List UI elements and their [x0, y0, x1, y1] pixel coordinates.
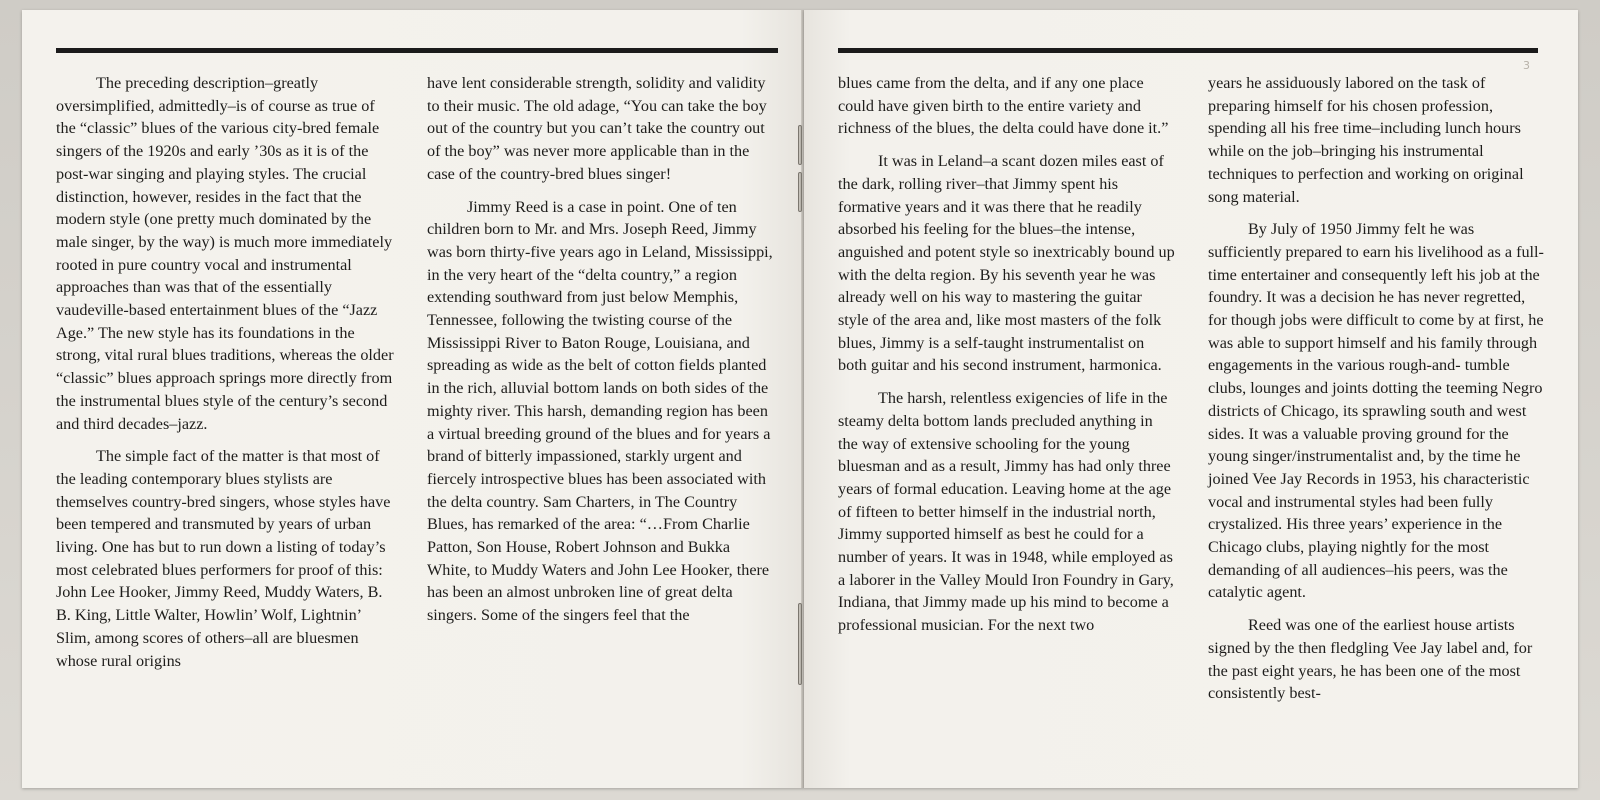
text-line: Jimmy made up his mind to become a: [922, 593, 1169, 612]
staple: [798, 172, 802, 212]
text-line: education. Leaving home at the age of: [838, 479, 1172, 521]
text-line: By July of 1950 Jimmy felt he was: [1248, 220, 1475, 239]
paragraph: [838, 72, 1176, 140]
text-line: valuable proving ground for the young: [1208, 424, 1509, 466]
text-line: engagements in the various rough-and-: [1208, 356, 1461, 375]
text-line: directly from the instrumental blues style of: [56, 369, 393, 410]
text-line: and for years a brand of bitterly: [427, 424, 771, 466]
paragraph: [1208, 72, 1546, 208]
text-line: Reed, Jimmy was born thirty-five years ago: [427, 220, 757, 261]
text-line: the delta country. Sam Charters, in The: [427, 492, 681, 511]
text-line: anything in the way of extensive schooling: [838, 411, 1153, 453]
text-line: years he assiduously labored on the task of: [1208, 74, 1486, 92]
text-line: place could have given birth to the entire: [838, 74, 1144, 115]
left-page: [22, 10, 804, 788]
text-line: the “delta country,” a region extending: [427, 265, 737, 307]
paragraph: [56, 445, 396, 672]
text-line: entertainment blues of the “Jazz Age.” The: [56, 301, 378, 342]
text-line: singer/instrumentalist and, by the time he: [1252, 447, 1521, 466]
text-line: early ’30s as it is of the post-war singing and: [56, 142, 369, 183]
text-line: spent his formative years and it was there: [838, 174, 1119, 216]
text-line: on both guitar and his second instrument,: [838, 333, 1145, 375]
text-line: transmuted by years of urban living. One has: [56, 515, 372, 557]
paragraph: [838, 150, 1176, 377]
text-line: an almost unbroken line of great delta: [487, 583, 733, 602]
text-line: could for a number of years. It was in 1948,: [838, 525, 1144, 567]
text-line: “…From Charlie Patton, Son House, Robert: [427, 515, 750, 557]
text-line: It was in Leland–a scant dozen miles: [878, 152, 1118, 171]
text-line: Waters and John Lee Hooker, there has been: [427, 560, 770, 602]
text-line: can’t take the country out of the boy” was: [427, 119, 765, 161]
text-line: Country Blues, has remarked of the area:: [427, 492, 738, 534]
text-line: for the young bluesman and as a result,: [838, 434, 1130, 476]
text-line: “classic” blues approach springs more: [56, 369, 304, 388]
text-line: city-bred female singers of the 1920s and: [56, 119, 380, 161]
text-line: difficult to come by at first, he was able to: [1208, 311, 1544, 352]
text-line: true of the “classic” blues of the various: [56, 96, 375, 138]
text-line: of the essentially vaudeville-based: [56, 278, 332, 320]
text-line: most of the leading contemporary blues: [56, 447, 380, 488]
text-line: male singer, by the way) is much more: [56, 232, 308, 251]
text-line: north, Jimmy supported himself as best he: [838, 502, 1156, 544]
text-line: Johnson and Bukka White, to Muddy: [427, 538, 731, 579]
text-line: of the area and, like most masters of the folk: [872, 311, 1162, 330]
text-line: Jimmy has had only three years of formal: [838, 457, 1171, 498]
text-line: singers. Some of the singers feel that the: [427, 606, 690, 625]
text-line: audiences–his peers, was the catalytic agent.: [1208, 560, 1508, 602]
staple: [798, 603, 802, 685]
text-line: country-bred blues singer!: [500, 164, 672, 183]
text-line: fifteen to better himself in the industrial: [855, 502, 1114, 521]
text-line: Tennessee, following the twisting course of: [427, 311, 709, 330]
text-line: sprawling south and west sides. It was a: [1208, 401, 1527, 443]
text-line: working on original song material.: [1208, 164, 1524, 206]
text-line: joined Vee Jay Records in 1953, his: [1208, 469, 1440, 488]
paragraph: [838, 387, 1176, 637]
text-line: hours while on the job–bringing his: [1208, 119, 1521, 161]
text-line: east of the dark, rolling river–that Jimmy: [838, 152, 1164, 193]
text-line: had been fully crystalized. His three years’: [1208, 492, 1494, 534]
pencil-page-mark: 3: [1523, 59, 1530, 72]
text-line: instrumental techniques to perfection and: [1208, 142, 1484, 183]
text-line: been a virtual breeding ground of the blues: [427, 401, 768, 443]
text-line: Jimmy Reed is a case in point. One of: [467, 197, 713, 216]
text-line: style so inextricably bound up with the delta: [838, 242, 1175, 284]
text-line: introspective blues has been associated with: [480, 469, 766, 488]
text-line: blues, Jimmy is a self-taught instrumentalist: [838, 333, 1124, 352]
text-line: immediately rooted in pure country vocal: [56, 232, 393, 274]
paragraph: [1208, 614, 1546, 705]
text-line: the Mississippi River to Baton Rouge,: [427, 311, 733, 352]
text-line: whose styles have been tempered and: [56, 492, 391, 534]
text-line: stylists are themselves country-bred singers,: [56, 469, 333, 511]
text-column: [838, 72, 1176, 647]
text-line: spending all his free time–including lunch: [1208, 119, 1481, 138]
text-line: in the steamy delta bottom lands precluded: [838, 389, 1168, 430]
text-line: been one of the most consistently best-: [1208, 661, 1521, 703]
top-rule: [838, 48, 1538, 53]
text-line: can take the boy out of the country but you: [427, 96, 767, 138]
text-line: ten children born to Mr. and Mrs. Joseph: [427, 197, 737, 239]
text-line: well on his way to mastering the guitar style: [838, 288, 1142, 330]
text-line: The harsh, relentless exigencies of life: [878, 389, 1128, 408]
text-line: teeming Negro districts of Chicago, its: [1208, 379, 1543, 420]
text-line: vital rural blues traditions, whereas the older: [104, 346, 394, 365]
text-line: a full-time entertainer and consequently left: [1208, 242, 1544, 284]
text-line: nightly for the most demanding of all: [1208, 538, 1489, 579]
text-line: Wolf, Lightnin’ Slim, among scores of: [56, 606, 361, 647]
text-line: river. This harsh, demanding region has: [476, 401, 734, 420]
text-line: never more applicable than in the case of the: [427, 142, 750, 183]
text-line: sufficiently prepared to earn his livelihood as: [1208, 242, 1501, 261]
text-line: of cotton fields planted in the rich, alluvial: [427, 356, 767, 398]
text-line: new style has its foundations in the strong,: [56, 323, 355, 365]
text-line: variety and richness of the blues, the delta: [838, 96, 1141, 138]
text-line: could have done it.”: [1038, 119, 1169, 138]
text-line: The preceding description–greatly: [96, 74, 319, 92]
text-line: and instrumental approaches than was that: [56, 255, 352, 297]
text-line: tumble clubs, lounges and joints dotting the: [1208, 356, 1510, 398]
text-line: professional musician. For the next two: [838, 616, 1095, 635]
top-rule: [56, 48, 778, 53]
text-line: support himself and his family through: [1284, 333, 1538, 352]
paragraph: [56, 72, 396, 435]
staple: [798, 125, 802, 165]
paragraph: [427, 196, 777, 627]
paragraph: [1208, 218, 1546, 604]
text-column: [56, 72, 396, 682]
text-line: validity to their music. The old adage, “You: [427, 74, 766, 115]
text-line: playing styles. The crucial distinction,: [56, 164, 367, 206]
text-line: region. By his seventh year he was already: [838, 265, 1156, 307]
text-line: celebrated blues performers for proof of this:: [91, 560, 383, 579]
text-line: style (one pretty much dominated by the: [109, 210, 372, 229]
text-line: characteristic vocal and instrumental styles: [1208, 469, 1530, 511]
text-line: oversimplified, admittedly–is of course as: [56, 96, 328, 115]
text-line: others–all are bluesmen whose rural origins: [56, 628, 359, 670]
text-line: The simple fact of the matter is that: [96, 447, 327, 466]
text-line: in Leland, Mississippi, in the very heart of: [427, 242, 773, 284]
text-line: Reed was one of the earliest house: [1248, 616, 1472, 635]
paragraph: [427, 72, 777, 186]
text-line: harmonica.: [1089, 356, 1162, 375]
text-line: impassioned, starkly urgent and fiercely: [427, 447, 742, 488]
text-line: experience in the Chicago clubs, playing: [1208, 515, 1503, 557]
text-line: has never regretted, for though jobs were: [1208, 288, 1526, 330]
right-page: [804, 10, 1578, 788]
text-line: blues came from the delta, and if any one: [838, 74, 1106, 92]
text-line: artists signed by the then fledgling Vee Jay: [1208, 616, 1515, 657]
text-line: southward from just below Memphis,: [494, 288, 739, 307]
text-line: his job at the foundry. It was a decision he: [1208, 265, 1540, 307]
text-column: [427, 72, 777, 637]
text-line: have lent considerable strength, solidity and: [427, 74, 713, 92]
text-line: but to run down a listing of today’s most: [56, 538, 386, 579]
text-line: label and, for the past eight years, he has: [1208, 638, 1533, 680]
text-line: however, resides in the fact that the modern: [56, 187, 362, 229]
text-line: while employed as a laborer in the Valley: [838, 548, 1173, 589]
text-line: Louisiana, and spreading as wide as the belt: [427, 333, 750, 375]
text-line: that he readily absorbed his feeling for the: [838, 197, 1142, 239]
text-line: Mould Iron Foundry in Gary, Indiana, that: [838, 570, 1174, 612]
text-line: blues–the intense, anguished and potent: [838, 220, 1136, 261]
text-line: the century’s second and third decades–jazz.: [56, 391, 388, 433]
text-column: [1208, 72, 1546, 715]
text-line: bottom lands on both sides of the mighty: [427, 379, 769, 420]
text-line: preparing himself for his chosen profession,: [1208, 96, 1494, 115]
text-line: Waters, B. B. King, Little Walter, Howlin’: [56, 583, 383, 625]
text-line: John Lee Hooker, Jimmy Reed, Muddy: [56, 583, 312, 602]
